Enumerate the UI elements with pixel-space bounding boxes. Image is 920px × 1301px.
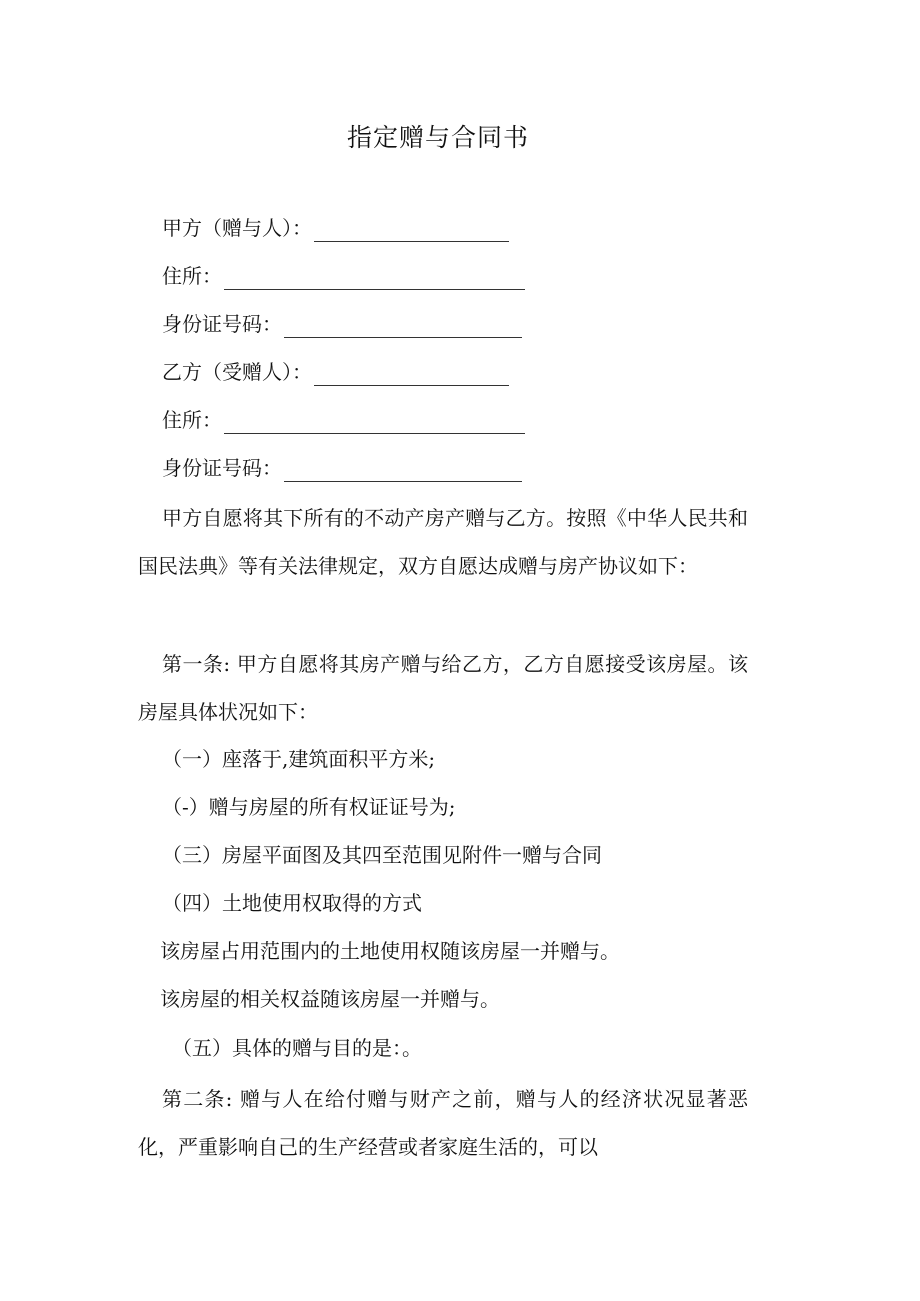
party-a-field [162,214,509,242]
article-1-item-1: （一）座落于,建筑面积平方米; [162,747,436,771]
party-a-id-field [162,310,522,338]
article-1-item-3: （三）房屋平面图及其四至范围见附件一赠与合同 [162,843,602,867]
article-1-paragraph: 第一条: 甲方自愿将其房产赠与给乙方，乙方自愿接受该房屋。该房屋具体状况如下： [138,652,748,724]
party-b-label: 乙方（受赠人）： [162,360,312,384]
party-b-address-blank[interactable] [224,413,525,434]
party-b-address-field [162,406,525,434]
preamble-paragraph: 甲方自愿将其下所有的不动产房产赠与乙方。按照《中华人民共和国民法典》等有关法律规定，双方自愿达成赠与房产协议如下： [138,506,748,578]
party-a-blank[interactable] [314,221,509,242]
party-a-address-field [162,262,525,290]
party-b-id-field [162,454,522,482]
party-b-field [162,358,509,386]
party-b-blank[interactable] [314,365,509,386]
gift-purpose-text: （五）具体的赠与目的是：。 [172,1036,422,1060]
party-a-id-label: 身份证号码： [162,312,282,336]
party-b-id-blank[interactable] [284,461,522,482]
party-a-address-blank[interactable] [224,269,525,290]
party-a-id-blank[interactable] [284,317,522,338]
land-use-right-text: 该房屋占用范围内的土地使用权随该房屋一并赠与。 [160,939,620,963]
party-a-address-label: 住所： [162,264,222,288]
article-2-paragraph: 第二条: 赠与人在给付赠与财产之前，赠与人的经济状况显著恶化，严重影响自己的生产经营或者家庭生活的，可以 [138,1087,748,1159]
document-title: 指定赠与合同书 [346,123,529,152]
party-b-address-label: 住所： [162,408,222,432]
party-a-label: 甲方（赠与人）： [162,216,312,240]
article-1-item-4: （四）土地使用权取得的方式 [162,891,422,915]
party-b-id-label: 身份证号码： [162,456,282,480]
article-1-item-2: （-）赠与房屋的所有权证证号为; [162,795,456,819]
related-rights-text: 该房屋的相关权益随该房屋一并赠与。 [160,987,500,1011]
